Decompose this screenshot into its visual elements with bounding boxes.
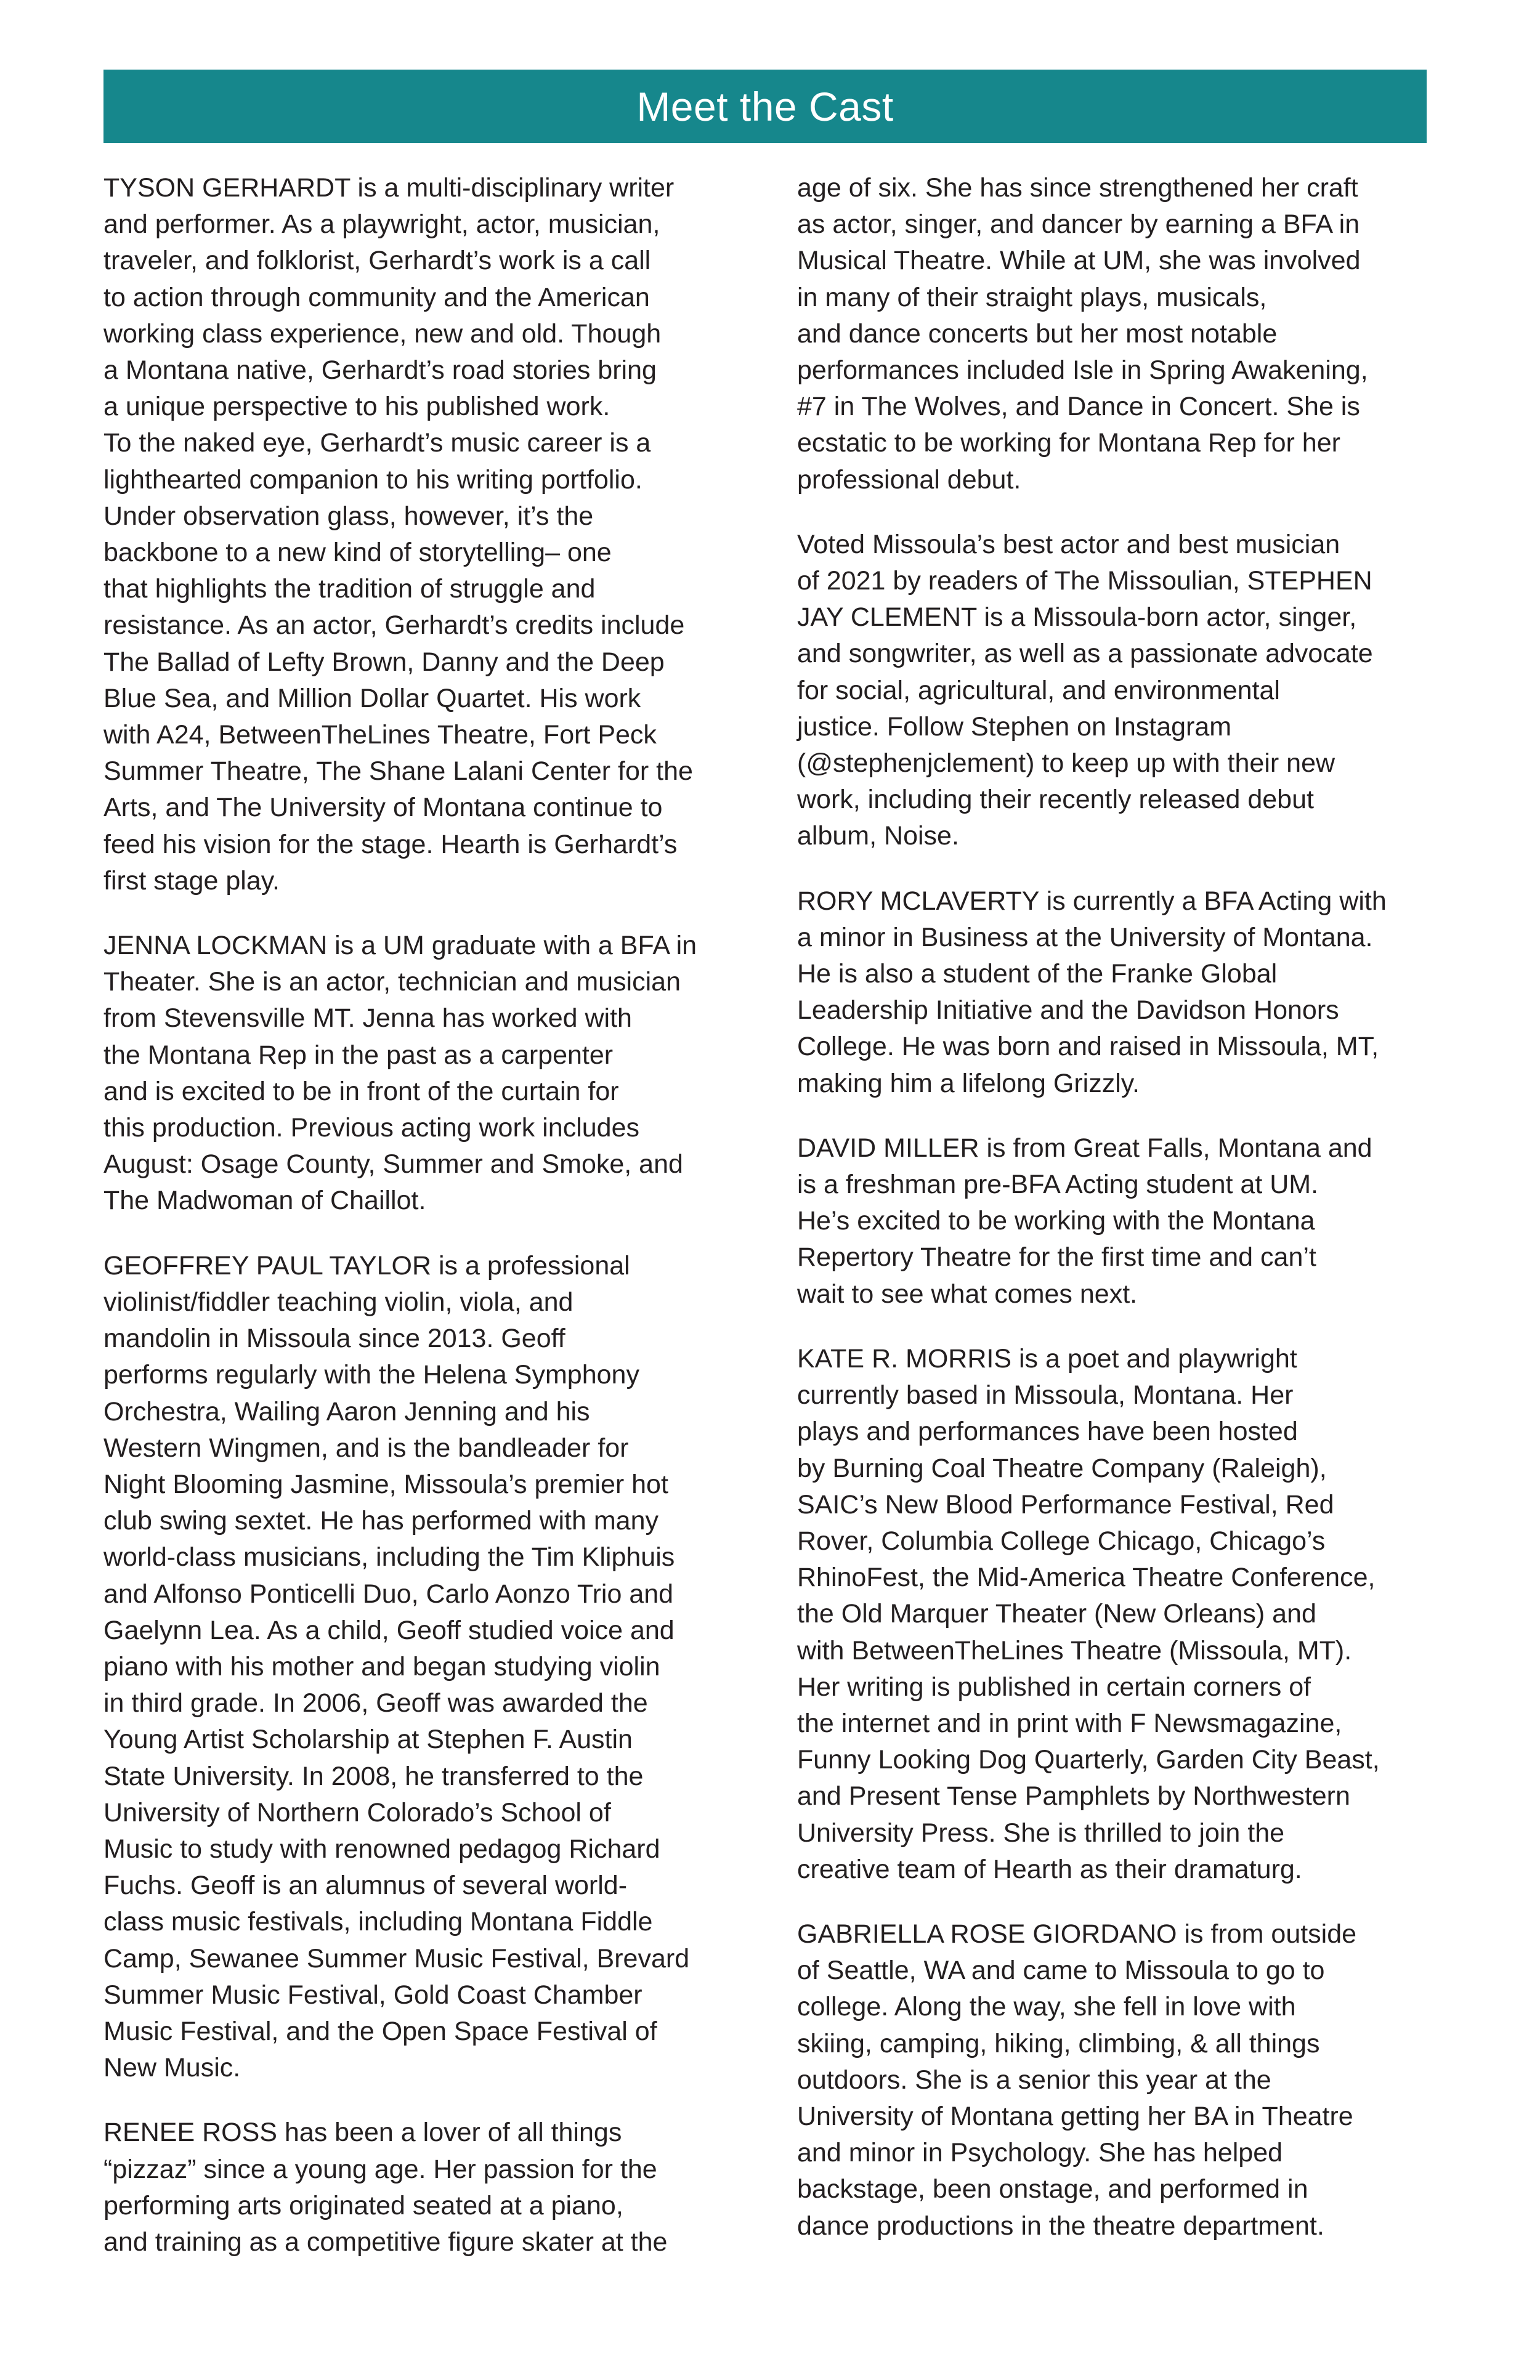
bio-line: lighthearted companion to his writing portfolio. (103, 464, 642, 495)
bio-line: Music to study with renowned pedagog Richard (103, 1834, 660, 1864)
bio-line: RhinoFest, the Mid-America Theatre Conference, (797, 1563, 1376, 1593)
bio-line: with A24, BetweenTheLines Theatre, Fort Peck (103, 720, 657, 750)
bio-line: GABRIELLA ROSE GIORDANO is from outside (797, 1919, 1357, 1949)
bio-line: Arts, and The University of Montana continue to (103, 793, 663, 823)
bio-line: Fuchs. Geoff is an alumnus of several world- (103, 1871, 628, 1901)
bio-line: of 2021 by readers of The Missoulian, STEPHEN (797, 566, 1372, 596)
bio-line: as actor, singer, and dancer by earning a BFA in (797, 209, 1360, 240)
bio-line: that highlights the tradition of struggle and (103, 574, 596, 604)
bio-line: Voted Missoula’s best actor and best musician (797, 529, 1340, 559)
bio-line: and minor in Psychology. She has helped (797, 2138, 1283, 2168)
bio-line: TYSON GERHARDT is a multi-disciplinary writer (103, 173, 675, 203)
bio-line: GEOFFREY PAUL TAYLOR is a professional (103, 1250, 630, 1281)
bio-line: Her writing is published in certain corners of (797, 1672, 1311, 1702)
bio-line: Night Blooming Jasmine, Missoula’s premier hot (103, 1469, 668, 1499)
bio-line: dance productions in the theatre department. (797, 2211, 1324, 2241)
bio-line: mandolin in Missoula since 2013. Geoff (103, 1324, 565, 1354)
bio-line: outdoors. She is a senior this year at the (797, 2065, 1271, 2095)
bio-paragraph (103, 2115, 732, 2261)
bio-line: August: Osage County, Summer and Smoke, and (103, 1149, 683, 1180)
bio-line: #7 in The Wolves, and Dance in Concert. She is (797, 392, 1360, 422)
bio-line: “pizzaz” since a young age. Her passion for the (103, 2154, 657, 2184)
right-column (797, 170, 1427, 2273)
bio-line: To the naked eye, Gerhardt’s music career is a (103, 428, 651, 458)
bio-line: Gaelynn Lea. As a child, Geoff studied voice and (103, 1615, 675, 1645)
bio-line: piano with his mother and began studying violin (103, 1651, 660, 1682)
bio-line: and Present Tense Pamphlets by Northwestern (797, 1781, 1350, 1811)
bio-line: Leadership Initiative and the Davidson Honors (797, 995, 1339, 1026)
bio-line: to action through community and the American (103, 282, 650, 312)
bio-line: performing arts originated seated at a piano, (103, 2190, 623, 2220)
bio-paragraph (797, 1130, 1427, 1313)
bio-line: Orchestra, Wailing Aaron Jenning and his (103, 1396, 590, 1427)
bio-line: college. Along the way, she fell in love with (797, 1992, 1296, 2022)
bio-line: with BetweenTheLines Theatre (Missoula, MT). (797, 1635, 1352, 1666)
bio-line: The Ballad of Lefty Brown, Danny and the Deep (103, 647, 665, 677)
bio-line: the Old Marquer Theater (New Orleans) and (797, 1599, 1316, 1629)
bio-paragraph (103, 170, 732, 899)
bio-line: by Burning Coal Theatre Company (Raleigh), (797, 1453, 1327, 1483)
bio-line: Theater. She is an actor, technician and musician (103, 967, 681, 997)
bio-line: Young Artist Scholarship at Stephen F. Austin (103, 1725, 633, 1755)
bio-paragraph (103, 1248, 732, 2087)
bio-line: SAIC’s New Blood Performance Festival, Red (797, 1489, 1334, 1520)
bio-line: is a freshman pre-BFA Acting student at UM. (797, 1170, 1319, 1200)
bio-line: and Alfonso Ponticelli Duo, Carlo Aonzo Trio and (103, 1579, 674, 1609)
bio-line: from Stevensville MT. Jenna has worked with (103, 1003, 632, 1034)
bio-line: (@stephenjclement) to keep up with their new (797, 748, 1335, 779)
bio-line: class music festivals, including Montana Fiddle (103, 1907, 653, 1937)
bio-line: Repertory Theatre for the first time and can’t (797, 1242, 1316, 1273)
bio-line: age of six. She has since strengthened her craft (797, 173, 1358, 203)
bio-line: Funny Looking Dog Quarterly, Garden City Beast, (797, 1745, 1380, 1775)
bio-line: work, including their recently released debut (797, 785, 1314, 815)
bio-line: for social, agricultural, and environmental (797, 675, 1280, 705)
bio-line: and performer. As a playwright, actor, musician, (103, 209, 660, 240)
bio-line: justice. Follow Stephen on Instagram (797, 711, 1232, 742)
bio-line: first stage play. (103, 865, 280, 896)
bio-line: Summer Music Festival, Gold Coast Chamber (103, 1980, 642, 2010)
bio-line: performances included Isle in Spring Awakening, (797, 355, 1368, 386)
bio-line: currently based in Missoula, Montana. Her (797, 1380, 1294, 1411)
bio-line: traveler, and folklorist, Gerhardt’s work is a call (103, 246, 651, 276)
bio-paragraph (797, 883, 1427, 1102)
bio-line: JENNA LOCKMAN is a UM graduate with a BFA in (103, 931, 697, 961)
page-title: Meet the Cast (636, 83, 894, 129)
bio-paragraph (103, 928, 732, 1220)
bio-line: backstage, been onstage, and performed in (797, 2174, 1308, 2204)
bio-line: creative team of Hearth as their dramaturg. (797, 1854, 1302, 1884)
bio-line: University Press. She is thrilled to join the (797, 1818, 1285, 1848)
bio-line: University of Northern Colorado’s School of (103, 1797, 611, 1827)
bio-line: in third grade. In 2006, Geoff was awarded the (103, 1688, 648, 1718)
bio-line: a minor in Business at the University of Montana. (797, 922, 1373, 952)
bio-line: plays and performances have been hosted (797, 1417, 1298, 1447)
left-column (103, 170, 732, 2289)
bio-paragraph (797, 1341, 1427, 1888)
bio-line: and dance concerts but her most notable (797, 318, 1278, 349)
bio-line: and training as a competitive figure skater at the (103, 2227, 668, 2257)
bio-line: The Madwoman of Chaillot. (103, 1186, 426, 1216)
header-bar (103, 70, 1427, 143)
bio-line: Musical Theatre. While at UM, she was involved (797, 246, 1361, 276)
bio-line: a unique perspective to his published work. (103, 392, 610, 422)
bio-line: and songwriter, as well as a passionate advocate (797, 639, 1373, 669)
bio-line: this production. Previous acting work includes (103, 1113, 639, 1143)
bio-line: resistance. As an actor, Gerhardt’s credits include (103, 610, 685, 641)
bio-paragraph (797, 527, 1427, 855)
bio-line: skiing, camping, hiking, climbing, & all things (797, 2028, 1320, 2058)
bio-line: University of Montana getting her BA in Theatre (797, 2101, 1353, 2131)
bio-line: College. He was born and raised in Missoula, MT, (797, 1032, 1379, 1062)
bio-line: album, Noise. (797, 821, 959, 851)
bio-line: club swing sextet. He has performed with many (103, 1506, 659, 1536)
bio-line: Summer Theatre, The Shane Lalani Center for the (103, 756, 693, 787)
bio-line: feed his vision for the stage. Hearth is Gerhardt’s (103, 829, 678, 859)
bio-line: professional debut. (797, 464, 1021, 495)
bio-line: in many of their straight plays, musicals, (797, 282, 1267, 312)
bio-line: a Montana native, Gerhardt’s road stories bring (103, 355, 657, 386)
bio-line: working class experience, new and old. Though (103, 318, 662, 349)
bio-line: Camp, Sewanee Summer Music Festival, Brevard (103, 1943, 690, 1973)
bio-line: making him a lifelong Grizzly. (797, 1068, 1140, 1098)
bio-line: Music Festival, and the Open Space Festival of (103, 2016, 657, 2046)
bio-line: the Montana Rep in the past as a carpenter (103, 1040, 614, 1070)
bio-line: Under observation glass, however, it’s the (103, 501, 594, 531)
bio-line: He’s excited to be working with the Montana (797, 1206, 1315, 1236)
bio-line: of Seattle, WA and came to Missoula to go to (797, 1956, 1325, 1986)
bio-line: performs regularly with the Helena Symphony (103, 1360, 639, 1390)
bio-line: New Music. (103, 2053, 241, 2083)
bio-line: Western Wingmen, and is the bandleader for (103, 1433, 629, 1463)
bio-line: Blue Sea, and Million Dollar Quartet. His work (103, 683, 641, 713)
bio-line: RENEE ROSS has been a lover of all things (103, 2118, 622, 2148)
bio-line: JAY CLEMENT is a Missoula-born actor, singer, (797, 602, 1357, 633)
bio-line: DAVID MILLER is from Great Falls, Montana and (797, 1133, 1372, 1163)
bio-line: He is also a student of the Franke Global (797, 959, 1278, 989)
bio-line: ecstatic to be working for Montana Rep for her (797, 428, 1340, 458)
bio-line: wait to see what comes next. (797, 1279, 1138, 1309)
bio-line: RORY MCLAVERTY is currently a BFA Acting with (797, 886, 1387, 916)
bio-line: State University. In 2008, he transferred to the (103, 1761, 644, 1791)
bio-line: world-class musicians, including the Tim Kliphuis (103, 1542, 675, 1572)
bio-line: violinist/fiddler teaching violin, viola, and (103, 1287, 573, 1317)
bio-line: backbone to a new kind of storytelling– one (103, 538, 612, 568)
bio-line: Rover, Columbia College Chicago, Chicago’s (797, 1526, 1326, 1556)
bio-paragraph (797, 1916, 1427, 2244)
bio-paragraph (797, 170, 1427, 498)
bio-line: KATE R. MORRIS is a poet and playwright (797, 1343, 1297, 1374)
bio-line: the internet and in print with F Newsmagazine, (797, 1708, 1342, 1738)
bio-line: and is excited to be in front of the curtain for (103, 1076, 619, 1106)
